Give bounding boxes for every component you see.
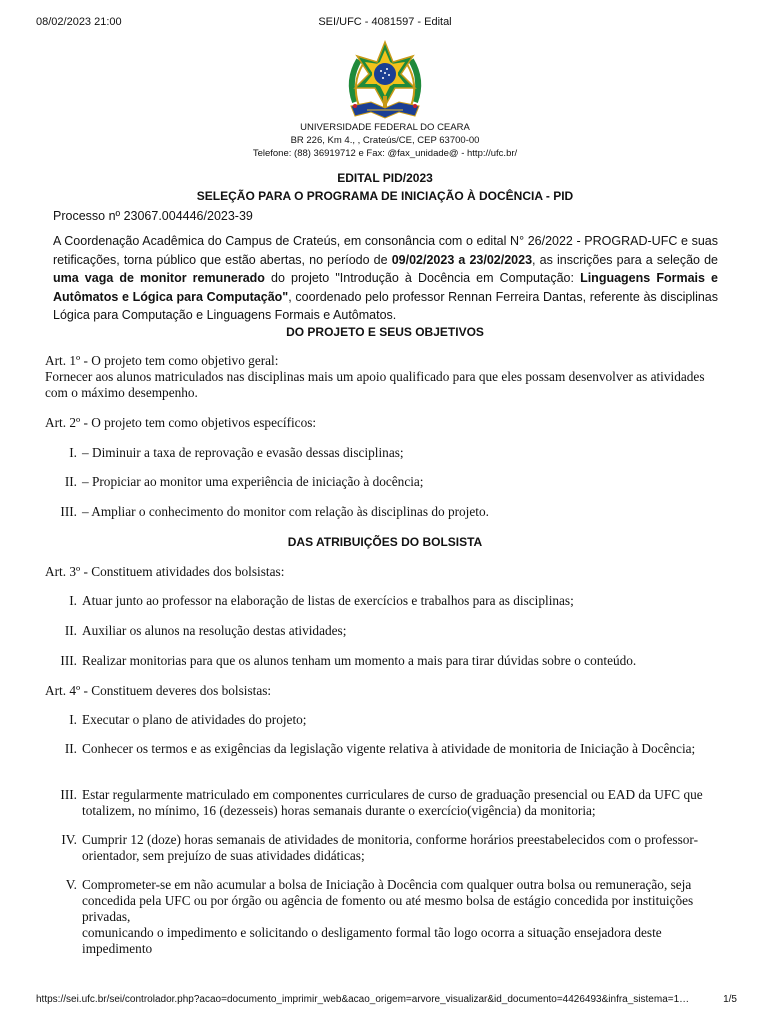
brazil-coat-of-arms-icon bbox=[341, 40, 429, 122]
article-3-title: Art. 3º - Constituem atividades dos bolsistas: bbox=[45, 564, 285, 579]
list-item-text: – Diminuir a taxa de reprovação e evasão dessas disciplinas; bbox=[82, 445, 404, 460]
article-2-title: Art. 2º - O projeto tem como objetivos específicos: bbox=[45, 415, 317, 430]
process-number: Processo nº 23067.004446/2023-39 bbox=[53, 209, 253, 223]
document-titles bbox=[0, 169, 770, 205]
list-item-number: I. bbox=[69, 445, 77, 460]
list-item-number: IV. bbox=[61, 832, 77, 847]
list-item-text bbox=[82, 877, 722, 957]
institution-name: UNIVERSIDADE FEDERAL DO CEARA bbox=[300, 122, 470, 133]
list-item-text: Cumprir 12 (doze) horas semanais de atividades de monitoria, conforme horários preestabelecidos com o professor-orientador, sem prejuízo de suas atividades didáticas; bbox=[82, 832, 698, 863]
intro-vacancy: uma vaga de monitor remunerado bbox=[53, 271, 265, 286]
document-title: EDITAL PID/2023 bbox=[337, 171, 433, 185]
institution-contact: Telefone: (88) 36919712 e Fax: @fax_unidade@ - http://ufc.br/ bbox=[252, 148, 518, 159]
list-item-number: III. bbox=[60, 653, 77, 668]
list-item-number: III. bbox=[60, 504, 77, 519]
list-item-number: II. bbox=[64, 741, 77, 756]
article-4-title: Art. 4º - Constituem deveres dos bolsistas: bbox=[45, 683, 272, 698]
footer-page-number: 1/5 bbox=[723, 994, 737, 1005]
list-item-text: – Ampliar o conhecimento do monitor com relação às disciplinas do projeto. bbox=[82, 504, 489, 519]
list-item-number: II. bbox=[64, 474, 77, 489]
print-datetime: 08/02/2023 21:00 bbox=[36, 16, 122, 28]
intro-text-4: , coordenado pelo professor Rennan Ferreira Dantas, referente às disciplinas Lógica para Computação e Linguagens Formais e Autômatos. bbox=[53, 289, 719, 323]
section-heading-duties: DAS ATRIBUIÇÕES DO BOLSISTA bbox=[287, 535, 483, 549]
list-item-text: Estar regularmente matriculado em componentes curriculares de curso de graduação presencial ou EAD da UFC que totalizem, no mínimo, 16 (dezesseis) horas semanais durante o exercício(vigência) da monitoria; bbox=[82, 787, 703, 818]
list-item-number: III. bbox=[60, 787, 77, 802]
list-item-text-part-1: Comprometer-se em não acumular a bolsa de Iniciação à Docência com qualquer outra bolsa ou remuneração, seja concedida pela UFC ou por órgão ou agência de fomento ou até mesmo bolsa de estágio concedida por instituições privadas, bbox=[82, 877, 694, 924]
intro-text-2: , as inscrições para a seleção de bbox=[532, 252, 718, 267]
list-item-text: Executar o plano de atividades do projeto; bbox=[82, 712, 307, 727]
list-item-text: Auxiliar os alunos na resolução destas atividades; bbox=[82, 623, 347, 638]
list-item-text-part-2: comunicando o impedimento e solicitando o desligamento formal tão logo ocorra a situação ensejadora deste impedimento bbox=[82, 925, 662, 956]
article-1 bbox=[45, 353, 725, 401]
list-item-text: Realizar monitorias para que os alunos tenham um momento a mais para tirar dúvidas sobre o conteúdo. bbox=[82, 653, 637, 668]
intro-text-1: A Coordenação Acadêmica do Campus de Crateús, em consonância com o edital N° 26/2022 - PROGRAD-UFC e suas retificações, torna público que estão abertas, no período de bbox=[53, 234, 718, 267]
article-1-title: Art. 1º - O projeto tem como objetivo geral: bbox=[45, 353, 279, 368]
institution-block bbox=[0, 121, 770, 160]
list-item-text: Conhecer os termos e as exigências da legislação vigente relativa à atividade de monitoria de Iniciação à Docência; bbox=[82, 741, 696, 756]
list-item-number: V. bbox=[65, 877, 77, 892]
list-item-text: Atuar junto ao professor na elaboração de listas de exercícios e trabalhos para as disciplinas; bbox=[82, 593, 574, 608]
intro-paragraph bbox=[53, 232, 718, 325]
document-subtitle: SELEÇÃO PARA O PROGRAMA DE INICIAÇÃO À DOCÊNCIA - PID bbox=[196, 189, 574, 203]
list-item-number: I. bbox=[69, 712, 77, 727]
section-heading-objectives: DO PROJETO E SEUS OBJETIVOS bbox=[286, 325, 484, 339]
list-item-number: I. bbox=[69, 593, 77, 608]
article-1-text: Fornecer aos alunos matriculados nas disciplinas mais um apoio qualificado para que eles possam desenvolver as atividades com o máximo desempenho. bbox=[45, 369, 705, 400]
footer-url: https://sei.ufc.br/sei/controlador.php?acao=documento_imprimir_web&acao_origem=arvore_visualizar&id_documento=4426493&infra_sistema=1… bbox=[36, 994, 690, 1005]
intro-dates: 09/02/2023 a 23/02/2023 bbox=[391, 252, 533, 267]
intro-text-3: do projeto "Introdução à Docência em Computação: bbox=[264, 271, 581, 286]
institution-address: BR 226, Km 4., , Crateús/CE, CEP 63700-00 bbox=[290, 135, 480, 146]
intro-project: Linguagens Formais e Autômatos e Lógica para Computação" bbox=[53, 271, 718, 304]
list-item-text: – Propiciar ao monitor uma experiência de iniciação à docência; bbox=[82, 474, 424, 489]
print-page-title: SEI/UFC - 4081597 - Edital bbox=[318, 16, 452, 28]
list-item-number: II. bbox=[64, 623, 77, 638]
